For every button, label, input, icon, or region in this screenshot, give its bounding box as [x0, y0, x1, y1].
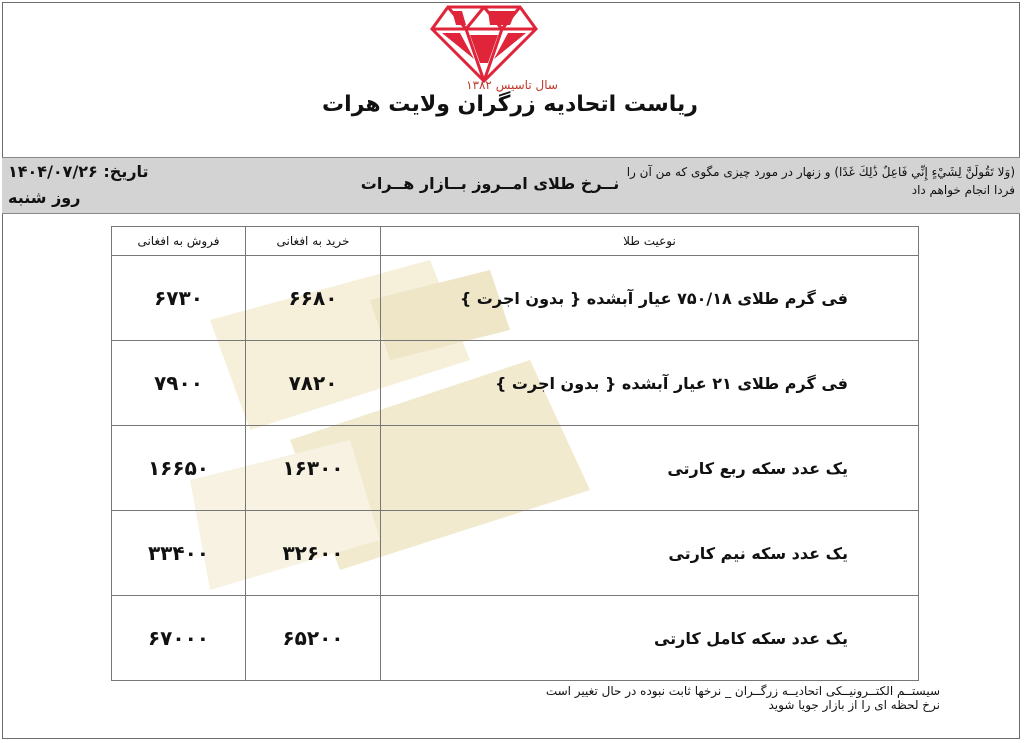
table-row	[112, 341, 919, 426]
table-header-row	[112, 227, 919, 256]
price-table	[111, 226, 919, 681]
date-label: تاریخ: ۱۴۰۴/۰۷/۲۶	[8, 162, 149, 181]
page-title: ریاست اتحادیه زرگران ولایت هرات	[322, 92, 698, 117]
quote-text: (وَلا تَقُولَنَّ لِشَيْءٍ إِنِّي فَاعِلٌ ذَٰلِكَ غَدًا) و زنهار در مورد چیزی مگوی که من آن را فردا انجام خواهم داد	[626, 165, 1015, 197]
footer-note	[540, 684, 940, 712]
day-label: روز شنبه	[8, 188, 81, 207]
gold-type: یک عدد سکه نیم کارتی	[381, 511, 919, 596]
footer-line-2: نرخ لحظه ای را از بازار جویا شوید	[768, 698, 940, 712]
buy-price: ۱۶۳۰۰	[246, 426, 381, 511]
sell-price: ۱۶۶۵۰	[112, 426, 246, 511]
footer-line-1: سیستــم الکتــرونیــکی اتحادیــه زرگــران _ نرخها ثابت نبوده در حال تغییر است	[545, 684, 940, 698]
header-sell: فروش به افغانی	[112, 227, 246, 256]
gold-type: فی گرم طلای ۲۱ عیار آبشده { بدون اجرت }	[381, 341, 919, 426]
table-row	[112, 426, 919, 511]
diamond-logo-icon	[430, 3, 538, 83]
sell-price: ۷۹۰۰	[112, 341, 246, 426]
sell-price: ۶۷۰۰۰	[112, 596, 246, 681]
sell-price: ۳۳۴۰۰	[112, 511, 246, 596]
table-row	[112, 511, 919, 596]
gold-type: فی گرم طلای ۷۵۰/۱۸ عیار آبشده { بدون اجرت }	[381, 256, 919, 341]
buy-price: ۷۸۲۰	[246, 341, 381, 426]
founded-year: سال تاسیس ۱۳۸۲	[466, 78, 558, 92]
gold-type: یک عدد سکه ربع کارتی	[381, 426, 919, 511]
buy-price: ۶۶۸۰	[246, 256, 381, 341]
gold-type: یک عدد سکه کامل کارتی	[381, 596, 919, 681]
table-row	[112, 256, 919, 341]
rates-title: نــرخ طلای امــروز بــازار هــرات	[360, 174, 620, 193]
buy-price: ۶۵۲۰۰	[246, 596, 381, 681]
buy-price: ۳۲۶۰۰	[246, 511, 381, 596]
table-row	[112, 596, 919, 681]
header-buy: خرید به افغانی	[246, 227, 381, 256]
sell-price: ۶۷۳۰	[112, 256, 246, 341]
header-type: نوعیت طلا	[381, 227, 919, 256]
